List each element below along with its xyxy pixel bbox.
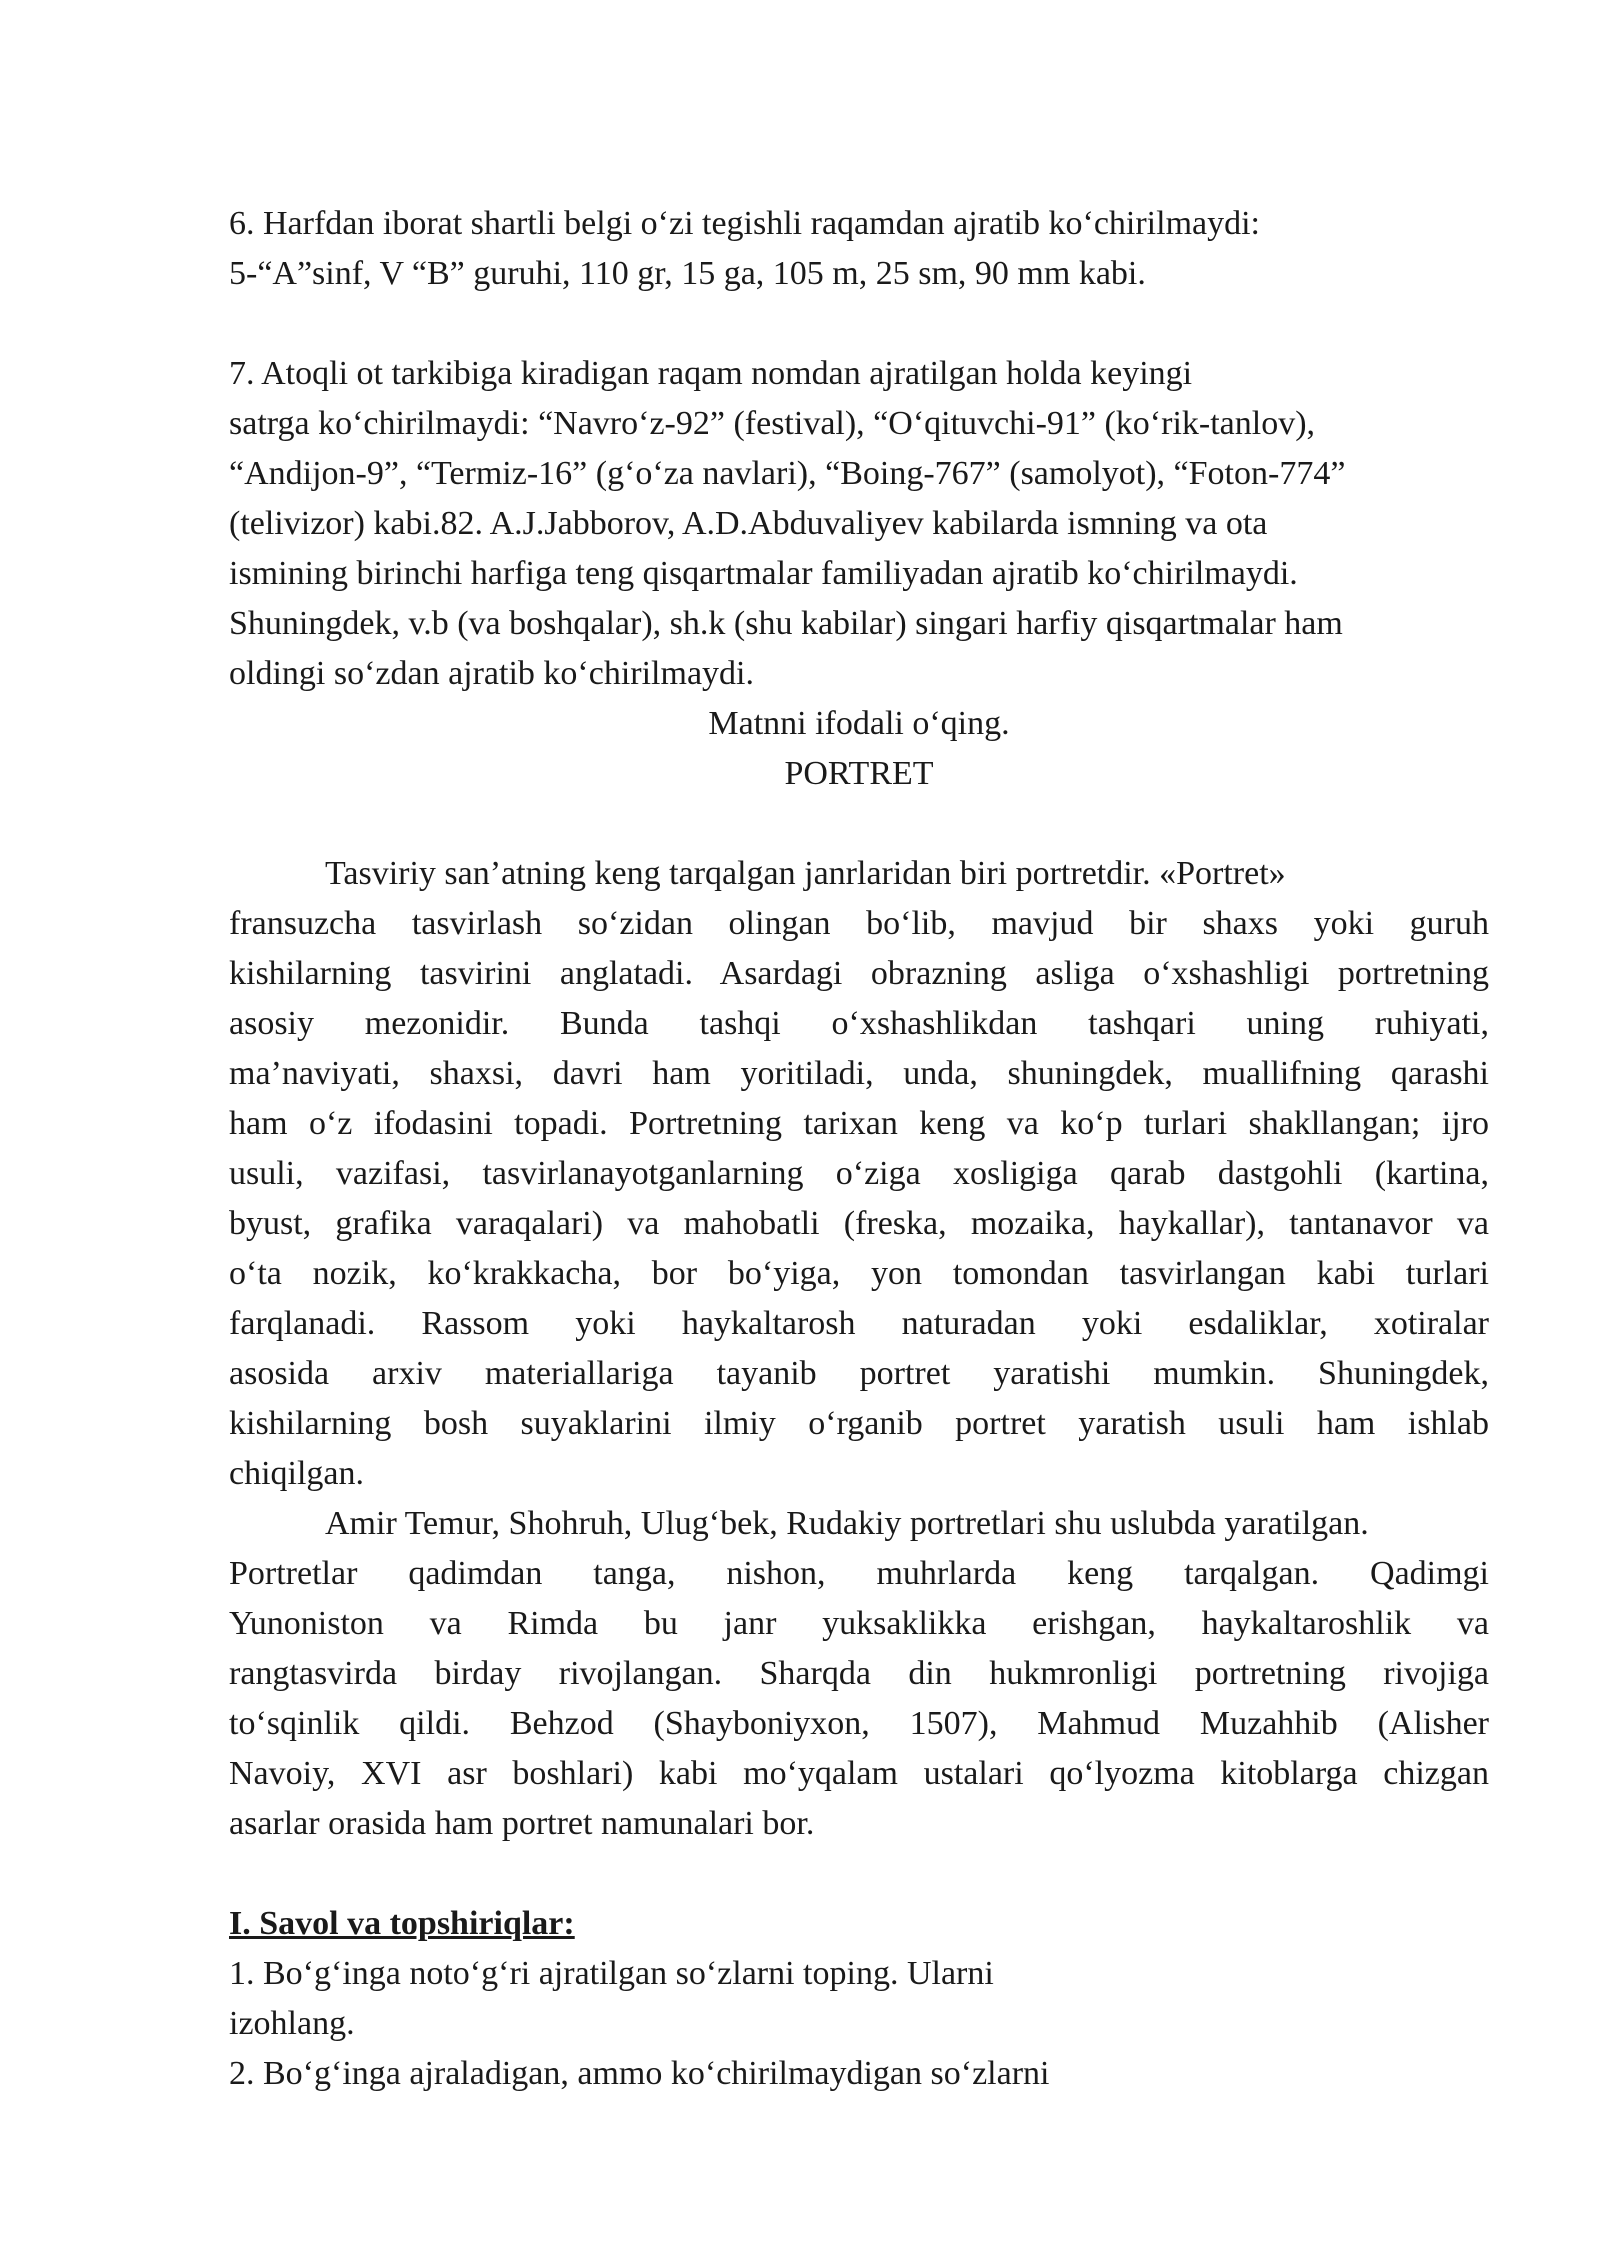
rule-6 [229,199,1489,299]
text-line: kishilarning bosh suyaklarini ilmiy o‘rganib portret yaratish usuli ham ishlab [229,1405,1489,1442]
text-line: Portretlar qadimdan tanga, nishon, muhrlarda keng tarqalgan. Qadimgi [229,1555,1489,1592]
text-line: oldingi so‘zdan ajratib ko‘chirilmaydi. [229,655,754,692]
text-line: ma’naviyati, shaxsi, davri ham yoritiladi, unda, shuningdek, muallifning qarashi [229,1055,1489,1092]
text-line: “Andijon-9”, “Termiz-16” (g‘o‘za navlari), “Boing-767” (samolyot), “Foton-774” [229,455,1346,492]
text-line: Amir Temur, Shohruh, Ulug‘bek, Rudakiy portretlari shu uslubda yaratilgan. [325,1505,1369,1542]
text-line: o‘ta nozik, ko‘krakkacha, bor bo‘yiga, yon tomondan tasvirlangan kabi turlari [229,1255,1489,1292]
text-line: (telivizor) kabi.82. A.J.Jabborov, A.D.Abduvaliyev kabilarda ismning va ota [229,505,1268,542]
text-line: 6. Harfdan iborat shartli belgi o‘zi tegishli raqamdan ajratib ko‘chirilmaydi: [229,205,1261,242]
text-line: ham o‘z ifodasini topadi. Portretning tarixan keng va ko‘p turlari shakllangan; ijro [229,1105,1489,1142]
text-title: PORTRET [784,755,934,792]
text-line: kishilarning tasvirini anglatadi. Asardagi obrazning asliga o‘xshashligi portretning [229,955,1489,992]
text-line: fransuzcha tasvirlash so‘zidan olingan bo‘lib, mavjud bir shaxs yoki guruh [229,905,1489,942]
text-line: Shuningdek, v.b (va boshqalar), sh.k (shu kabilar) singari harfiy qisqartmalar ham [229,605,1343,642]
question-item: 2. Bo‘g‘inga ajraladigan, ammo ko‘chirilmaydigan so‘zlarni [229,2055,1050,2092]
question-item: izohlang. [229,2005,355,2042]
text-line: asosida arxiv materiallariga tayanib portret yaratishi mumkin. Shuningdek, [229,1355,1489,1392]
text-line: to‘sqinlik qildi. Behzod (Shayboniyxon, 1507), Mahmud Muzahhib (Alisher [229,1705,1489,1742]
text-line: 7. Atoqli ot tarkibiga kiradigan raqam nomdan ajratilgan holda keyingi [229,355,1193,392]
text-line: farqlanadi. Rassom yoki haykaltarosh naturadan yoki esdaliklar, xotiralar [229,1305,1489,1342]
text-line: ismining birinchi harfiga teng qisqartmalar familiyadan ajratib ko‘chirilmaydi. [229,555,1298,592]
document-page [229,199,1489,2099]
text-line: Tasviriy san’atning keng tarqalgan janrlaridan biri portretdir. «Portret» [325,855,1286,892]
paragraph-portret [229,849,1489,1499]
text-line: usuli, vazifasi, tasvirlanayotganlarning o‘ziga xosligiga qarab dastgohli (kartina, [229,1155,1489,1192]
text-line: Navoiy, XVI asr boshlari) kabi mo‘yqalam ustalari qo‘lyozma kitoblarga chizgan [229,1755,1489,1792]
question-item: 1. Bo‘g‘inga noto‘g‘ri ajratilgan so‘zlarni toping. Ularni [229,1955,994,1992]
text-line: 5-“A”sinf, V “B” guruhi, 110 gr, 15 ga, 105 m, 25 sm, 90 mm kabi. [229,255,1146,292]
text-line: satrga ko‘chirilmaydi: “Navro‘z-92” (festival), “O‘qituvchi-91” (ko‘rik-tanlov), [229,405,1316,442]
text-line: rangtasvirda birday rivojlangan. Sharqda din hukmronligi portretning rivojiga [229,1655,1489,1692]
text-line: chiqilgan. [229,1455,365,1492]
text-line: byust, grafika varaqalari) va mahobatli (freska, mozaika, haykallar), tantanavor va [229,1205,1489,1242]
questions-heading: I. Savol va topshiriqlar: [229,1905,575,1942]
text-line: asosiy mezonidir. Bunda tashqi o‘xshashlikdan tashqari uning ruhiyati, [229,1005,1489,1042]
rule-7 [229,349,1489,699]
paragraph-history [229,1499,1489,1849]
questions-list [229,1949,1489,2099]
reading-instruction: Matnni ifodali o‘qing. [708,705,1010,742]
text-line: asarlar orasida ham portret namunalari bor. [229,1805,815,1842]
text-line: Yunoniston va Rimda bu janr yuksaklikka erishgan, haykaltaroshlik va [229,1605,1489,1642]
